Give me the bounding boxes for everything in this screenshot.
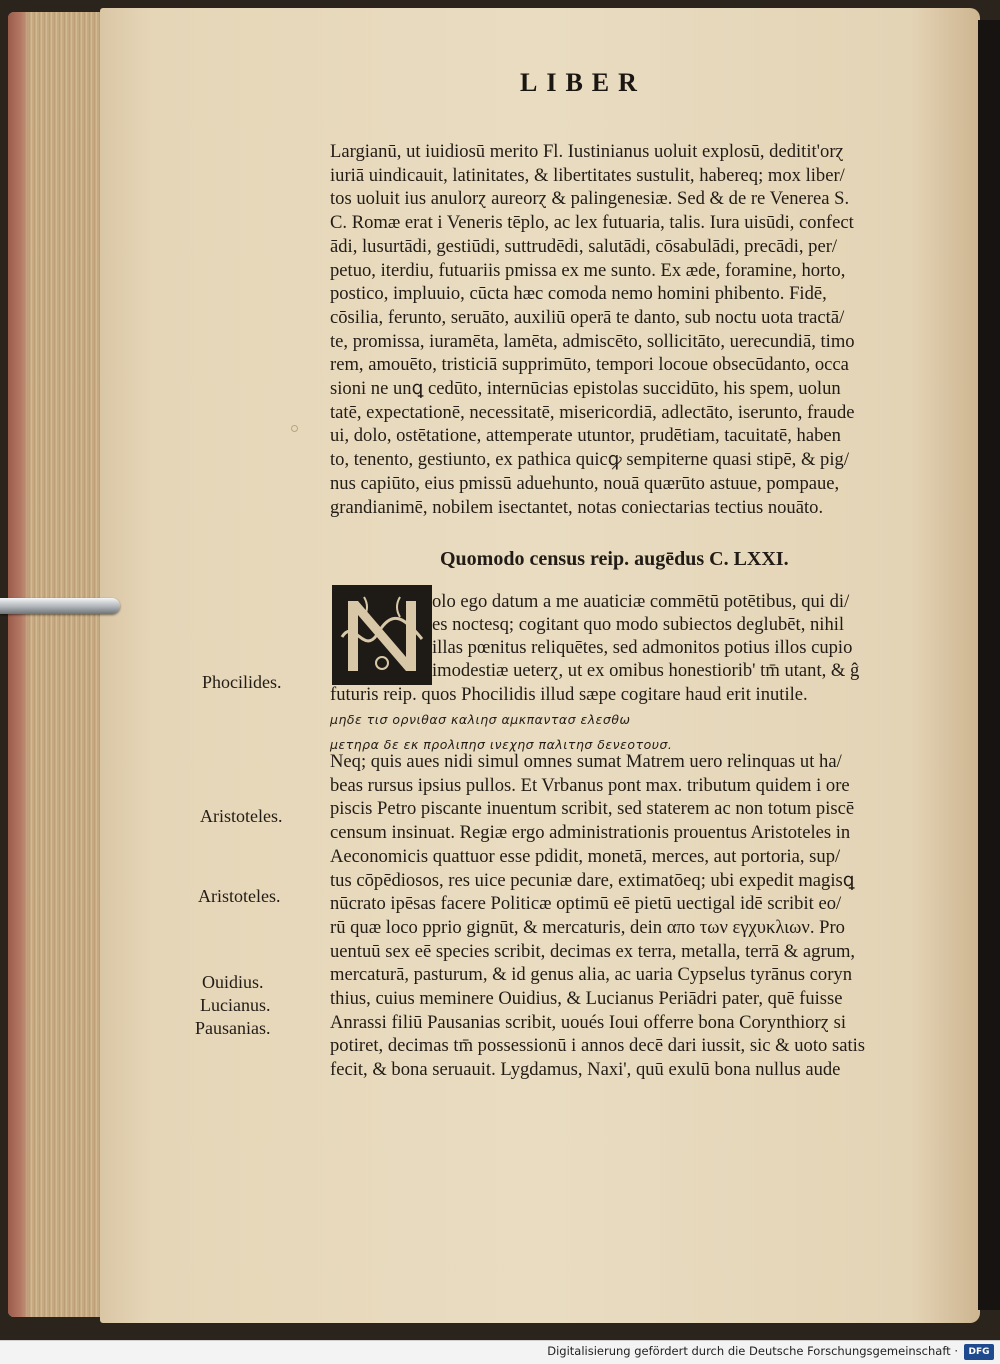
- text-line: Largianū, ut iuidiosū merito Fl. Iustinianus uoluit explosū, deditit'orɀ: [330, 141, 844, 162]
- text-line: ādi, lusurtādi, gestiūdi, suttrudēdi, salutādi, cōsabulādi, precādi, per/: [330, 235, 838, 257]
- text-line: nus capiūto, eius pmissū aduehunto, nouā quærūto astuue, pompaue,: [330, 472, 840, 494]
- text-line: imodestiæ ueterɀ, ut ex omibus honestiorib' tm̄ utant, & ĝ: [432, 660, 860, 681]
- text-line: thius, cuius meminere Ouidius, & Lucianus Periādri pater, quē fuisse: [330, 988, 843, 1010]
- text-line: tatē, expectationē, necessitatē, misericordiā, adlectāto, iserunto, fraude: [330, 401, 855, 423]
- text-line: es noctesq; cogitant quo modo subiectos deglubēt, nihil: [432, 614, 845, 635]
- margin-note-ouidius: Ouidius.: [202, 972, 264, 992]
- scan-background-edge: [978, 20, 1000, 1310]
- text-line: grandianimē, nobilem isectantet, notas coniectarias tectius nouāto.: [330, 496, 824, 518]
- greek-verse-line: μηδε τισ ορνιθασ καλιησ αμκπαντασ ελεσθω: [330, 711, 631, 727]
- text-line: futuris reip. quos Phocilidis illud sæpe cogitare haud erit inutile.: [330, 684, 808, 705]
- text-line: C. Romæ erat i Veneris tēplo, ac lex futuaria, talis. Iura uisūdi, confect: [330, 212, 854, 234]
- page-clip: [0, 598, 120, 614]
- text-line: nūcrato ipēsas facere Politicæ optimū eē pietū uectigal idē scribit eo/: [330, 893, 842, 915]
- text-line: illas pœnitus reliquētes, sed admonitos potius illos cupio: [432, 637, 853, 658]
- text-line: cōsilia, ferunto, seruāto, auxiliū operā te danto, sub noctu uota tractā/: [330, 306, 845, 328]
- initial-paragraph: [432, 590, 902, 682]
- text-line: iuriā uindicauit, latinitates, & libertitates sustulit, habereq; mox liber/: [330, 164, 845, 186]
- text-line: petuo, iterdiu, futuariis pmissa ex me sunto. Ex æde, foramine, horto,: [330, 259, 846, 281]
- chapter-heading: Quomodo census reip. augēdus C. LXXI.: [440, 548, 789, 570]
- greek-verse-line: μετηρα δε εκ προλιπησ ινεχησ παλιτησ δενεοτουσ.: [330, 736, 673, 752]
- page-edges: [8, 12, 108, 1317]
- text-line: piscis Petro piscante inuentum scribit, sed staterem ac non totum piscē: [330, 798, 855, 820]
- paper-hole: [291, 425, 298, 432]
- digitization-footer: [0, 1340, 1000, 1364]
- decorated-initial-n: [332, 585, 432, 685]
- text-line: rem, amouēto, tristiciā supprimūto, tempori locoue obsecūdanto, occa: [330, 354, 849, 376]
- text-line: te, promissa, iuramēta, lamēta, admiscēto, sollicitāto, uerecundiā, timo: [330, 330, 855, 352]
- text-line: Anrassi filiū Pausanias scribit, uoués Ioui offerre bona Corynthiorɀ si: [330, 1011, 847, 1033]
- margin-note-aristoteles: Aristoteles.: [198, 886, 281, 906]
- paragraph-2: [330, 683, 895, 757]
- text-line: Neq; quis aues nidi simul omnes sumat Matrem uero relinquas ut ha/: [330, 751, 842, 772]
- margin-note-lucianus: Lucianus.: [200, 995, 271, 1015]
- margin-note-phocilides: Phocilides.: [202, 672, 282, 692]
- text-line: sioni ne unꝗ cedūto, internūcias epistolas succidūto, his spem, uolun: [330, 378, 841, 400]
- text-line: tus cōpēdiosos, res uice pecuniæ dare, extimatōeq; ubi expedit magisꝗ: [330, 869, 855, 891]
- paragraph-1: [330, 140, 895, 519]
- text-line: to, tenento, gestiunto, ex pathica quicꝙ sempiterne quasi stipē, & pig/: [330, 449, 849, 471]
- text-line: uentuū sex eē species scribit, decimas ex terra, metalla, terrā & agrum,: [330, 940, 856, 962]
- text-line: rū quæ loco pprio gignūt, & mercaturis, dein απο των εγχυκλιων. Pro: [330, 916, 845, 938]
- margin-note-aristoteles: Aristoteles.: [200, 806, 283, 826]
- text-line: ui, dolo, ostētatione, attemperate utuntor, prudētiam, tacuitatē, haben: [330, 425, 841, 447]
- footer-credit: Digitalisierung gefördert durch die Deutsche Forschungsgemeinschaft ·: [547, 1344, 958, 1358]
- running-head: LIBER: [520, 68, 646, 97]
- dfg-logo: DFG: [964, 1344, 994, 1360]
- paragraph-3: [330, 750, 895, 1082]
- text-line: olo ego datum a me auaticiæ commētū potētibus, qui di/: [432, 591, 850, 612]
- text-line: fecit, & bona seruauit. Lygdamus, Naxi', quū exulū bona nullus aude: [330, 1059, 841, 1081]
- text-line: potiret, decimas tm̄ possessionū i annos decē dari iussit, sic & uoto satis: [330, 1035, 866, 1057]
- text-line: postico, impluuio, cūcta hæc comoda nemo homini phibento. Fidē,: [330, 283, 827, 305]
- text-line: censum insinuat. Regiæ ergo administrationis prouentus Aristoteles in: [330, 822, 851, 844]
- text-line: Aeconomicis quattuor esse pdidit, monetā, merces, aut portoria, sup/: [330, 845, 841, 867]
- decorated-initial-icon: [334, 587, 430, 683]
- text-line: tos uoluit ius anulorɀ aureorɀ & palingenesiæ. Sed & de re Venerea S.: [330, 188, 850, 210]
- text-line: mercaturā, pasturum, & id genus alia, ac uaria Cypselus tyrānus coryn: [330, 964, 853, 986]
- margin-note-pausanias: Pausanias.: [195, 1018, 271, 1038]
- text-line: beas rursus ipsius pullos. Et Vrbanus pont max. tributum quidem i ore: [330, 774, 850, 796]
